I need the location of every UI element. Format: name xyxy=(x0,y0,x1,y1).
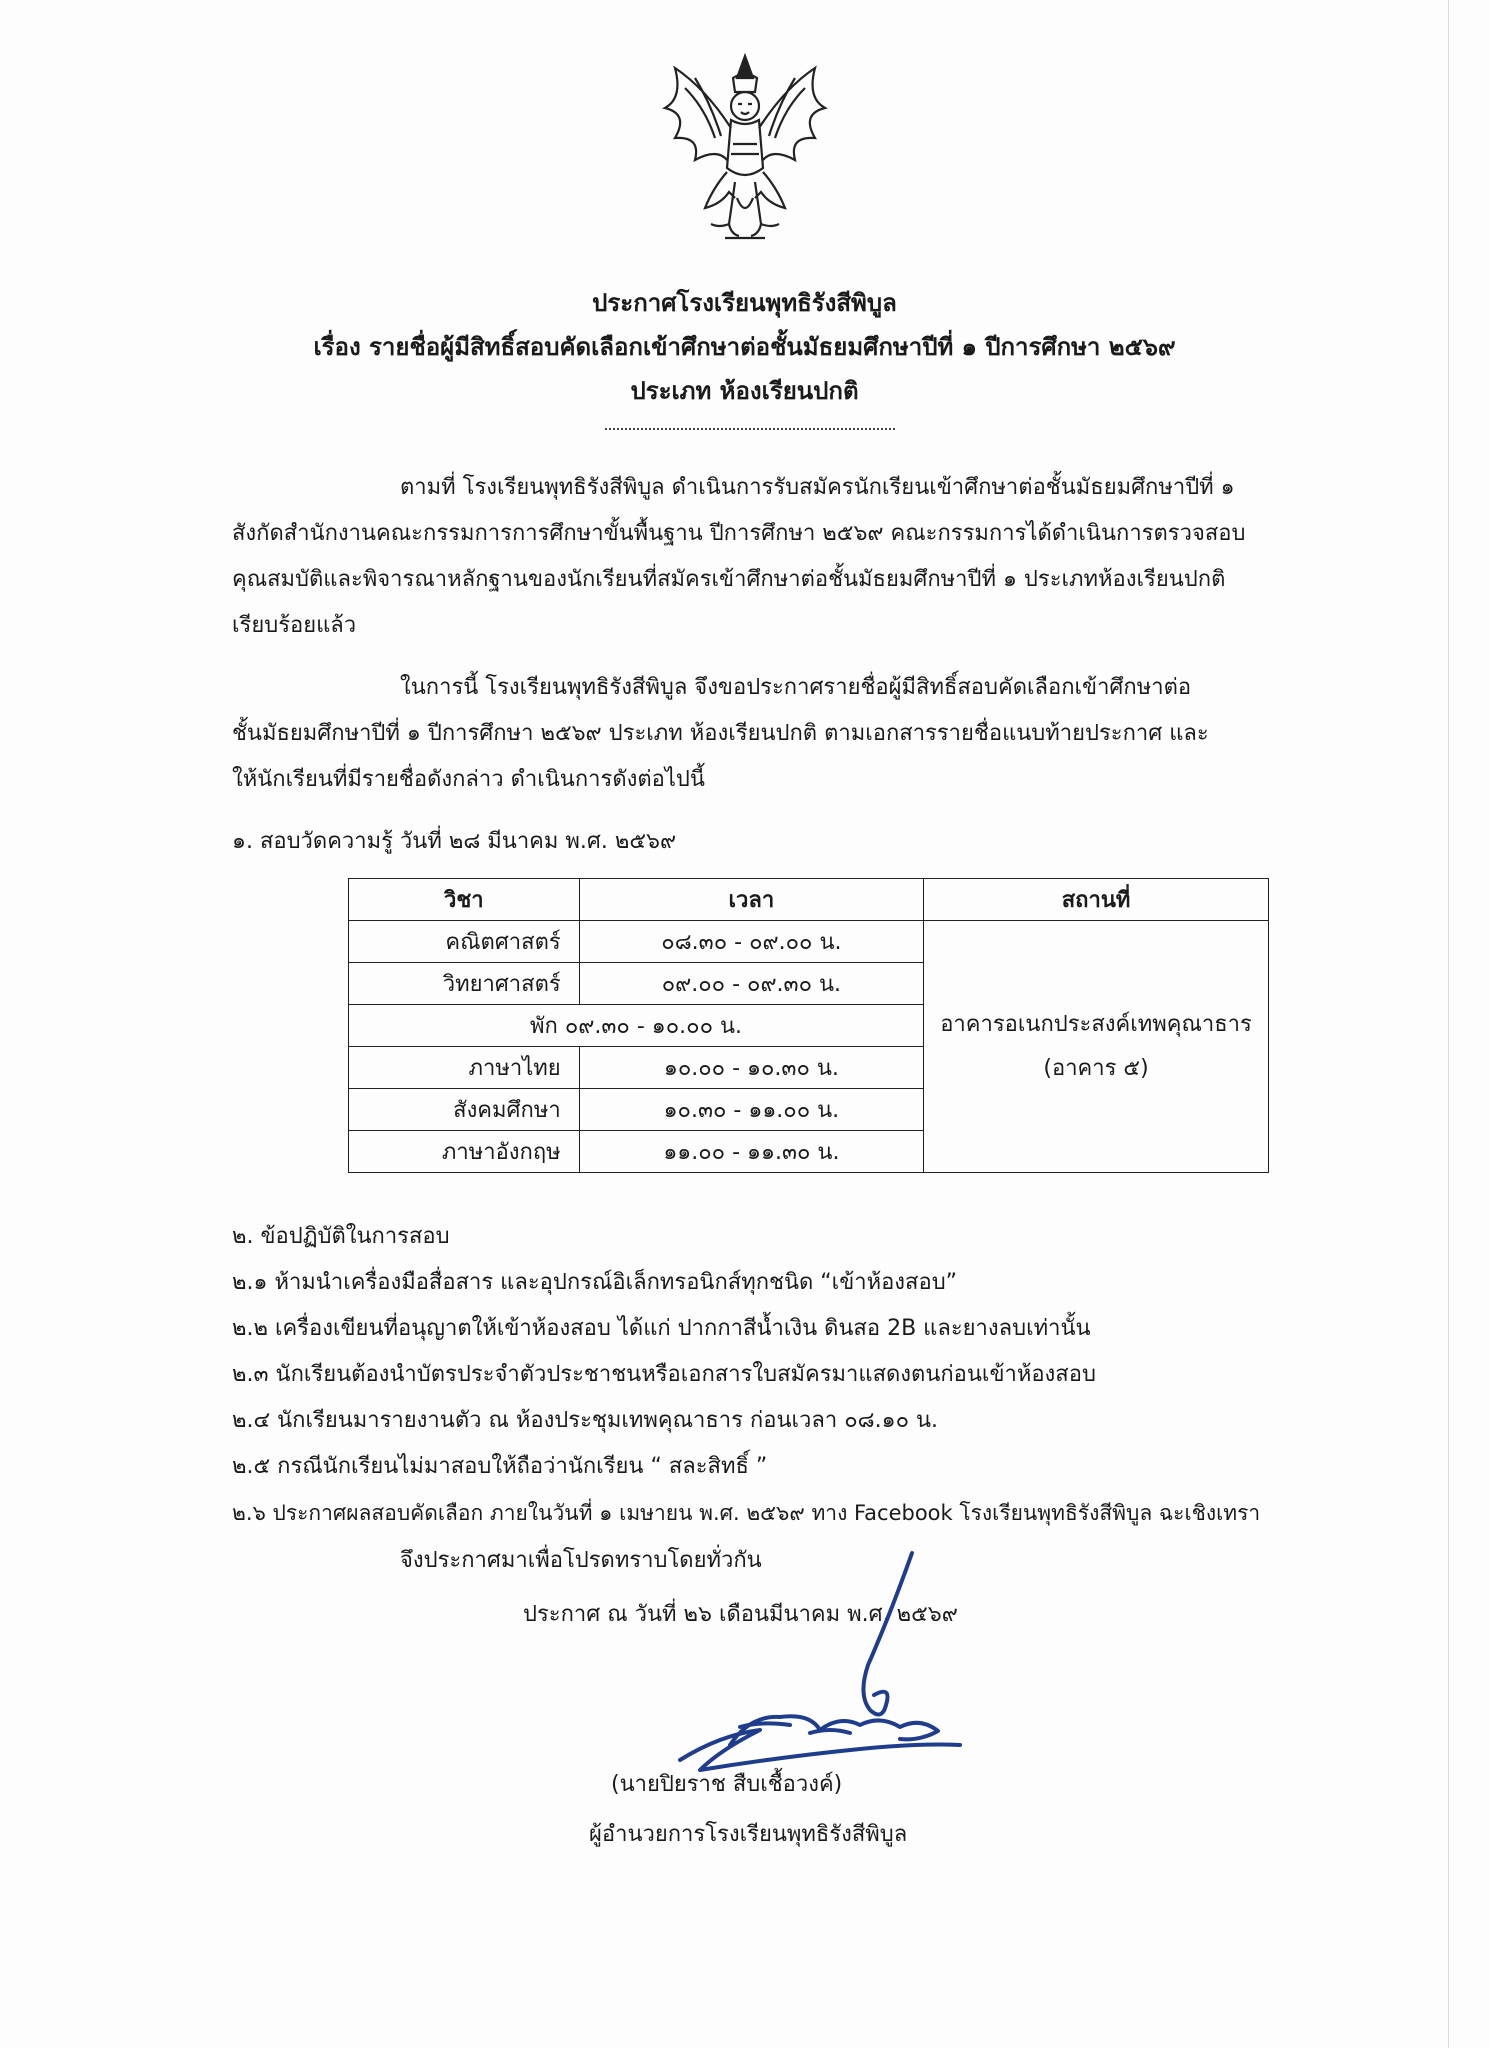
signer-name: (นายปิยราช สืบเชื้อวงค์) xyxy=(611,1772,843,1797)
section1-heading: ๑. สอบวัดความรู้ วันที่ ๒๘ มีนาคม พ.ศ. ๒๕๖๙ xyxy=(232,829,677,854)
signer-title: ผู้อำนวยการโรงเรียนพุทธิรังสีพิบูล xyxy=(589,1822,908,1847)
rule-item: ๒.๖ ประกาศผลสอบคัดเลือก ภายในวันที่ ๑ เมษายน พ.ศ. ๒๕๖๙ ทาง Facebook โรงเรียนพุทธิรังสีพิบูล ฉะเชิงเทรา xyxy=(232,1501,1261,1525)
location-line2: (อาคาร ๕) xyxy=(1043,1055,1149,1081)
table-row xyxy=(349,921,1269,963)
location-line1: อาคารอเนกประสงค์เทพคุณาธาร xyxy=(940,1011,1252,1037)
rule-item: ๒.๕ กรณีนักเรียนไม่มาสอบให้ถือว่านักเรียน “ สละสิทธิ์ ” xyxy=(232,1454,768,1479)
paragraph1-line2: สังกัดสำนักงานคณะกรรมการการศึกษาขั้นพื้นฐาน ปีการศึกษา ๒๕๖๙ คณะกรรมการได้ดำเนินการตรวจสอบ xyxy=(232,521,1246,546)
signature-icon xyxy=(660,1545,1080,1795)
location-cell xyxy=(924,921,1269,1173)
rule-item: ๒.๒ เครื่องเขียนที่อนุญาตให้เข้าห้องสอบ ได้แก่ ปากกาสีน้ำเงิน ดินสอ 2B และยางลบเท่านั้น xyxy=(232,1316,1091,1341)
time-cell: ๐๘.๓๐ - ๐๙.๐๐ น. xyxy=(579,921,923,963)
announcement-type: ประเภท ห้องเรียนปกติ xyxy=(630,377,859,405)
paragraph1-line3: คุณสมบัติและพิจารณาหลักฐานของนักเรียนที่สมัครเข้าศึกษาต่อชั้นมัธยมศึกษาปีที่ ๑ ประเภทห้องเรียนปกติ xyxy=(232,567,1226,592)
table-header-row xyxy=(349,879,1269,921)
paragraph1-line4: เรียบร้อยแล้ว xyxy=(232,613,357,638)
rule-item: ๒.๔ นักเรียนมารายงานตัว ณ ห้องประชุมเทพคุณาธาร ก่อนเวลา ๐๘.๑๐ น. xyxy=(232,1408,939,1433)
time-cell: ๐๙.๐๐ - ๐๙.๓๐ น. xyxy=(579,963,923,1005)
subject-cell: วิทยาศาสตร์ xyxy=(349,963,580,1005)
header-location: สถานที่ xyxy=(924,879,1269,921)
announcement-title: ประกาศโรงเรียนพุทธิรังสีพิบูล xyxy=(592,289,897,317)
time-cell: ๑๐.๐๐ - ๑๐.๓๐ น. xyxy=(579,1047,923,1089)
rule-item: ๒.๑ ห้ามนำเครื่องมือสื่อสาร และอุปกรณ์อิเล็กทรอนิกส์ทุกชนิด “เข้าห้องสอบ” xyxy=(232,1270,958,1295)
paragraph2-line2: ชั้นมัธยมศึกษาปีที่ ๑ ปีการศึกษา ๒๕๖๙ ประเภท ห้องเรียนปกติ ตามเอกสารรายชื่อแนบท้ายประกาศ และ xyxy=(232,721,1209,746)
subject-cell: คณิตศาสตร์ xyxy=(349,921,580,963)
subject-cell: สังคมศึกษา xyxy=(349,1089,580,1131)
announcement-subject: เรื่อง รายชื่อผู้มีสิทธิ์สอบคัดเลือกเข้าศึกษาต่อชั้นมัธยมศึกษาปีที่ ๑ ปีการศึกษา ๒๕๖๙ xyxy=(313,333,1176,361)
date-line: ประกาศ ณ วันที่ ๒๖ เดือนมีนาคม พ.ศ. ๒๕๖๙ xyxy=(523,1602,958,1627)
header-subject: วิชา xyxy=(349,879,580,921)
break-cell: พัก ๐๙.๓๐ - ๑๐.๐๐ น. xyxy=(349,1005,924,1047)
time-cell: ๑๐.๓๐ - ๑๑.๐๐ น. xyxy=(579,1089,923,1131)
dotted-divider xyxy=(605,428,895,430)
paragraph1-line1: ตามที่ โรงเรียนพุทธิรังสีพิบูล ดำเนินการรับสมัครนักเรียนเข้าศึกษาต่อชั้นมัธยมศึกษาปีที่ ๑ xyxy=(400,475,1235,500)
closing-text: จึงประกาศมาเพื่อโปรดทราบโดยทั่วกัน xyxy=(400,1548,762,1573)
subject-cell: ภาษาอังกฤษ xyxy=(349,1131,580,1173)
paragraph2-line3: ให้นักเรียนที่มีรายชื่อดังกล่าว ดำเนินการดังต่อไปนี้ xyxy=(232,767,705,792)
section2-heading: ๒. ข้อปฏิบัติในการสอบ xyxy=(232,1224,450,1249)
time-cell: ๑๑.๐๐ - ๑๑.๓๐ น. xyxy=(579,1131,923,1173)
subject-cell: ภาษาไทย xyxy=(349,1047,580,1089)
rule-item: ๒.๓ นักเรียนต้องนำบัตรประจำตัวประชาชนหรือเอกสารใบสมัครมาแสดงตนก่อนเข้าห้องสอบ xyxy=(232,1362,1096,1387)
garuda-emblem-icon xyxy=(645,48,845,248)
header-time: เวลา xyxy=(579,879,923,921)
paragraph2-line1: ในการนี้ โรงเรียนพุทธิรังสีพิบูล จึงขอประกาศรายชื่อผู้มีสิทธิ์สอบคัดเลือกเข้าศึกษาต่อ xyxy=(400,675,1192,700)
exam-schedule-table xyxy=(348,878,1269,1173)
